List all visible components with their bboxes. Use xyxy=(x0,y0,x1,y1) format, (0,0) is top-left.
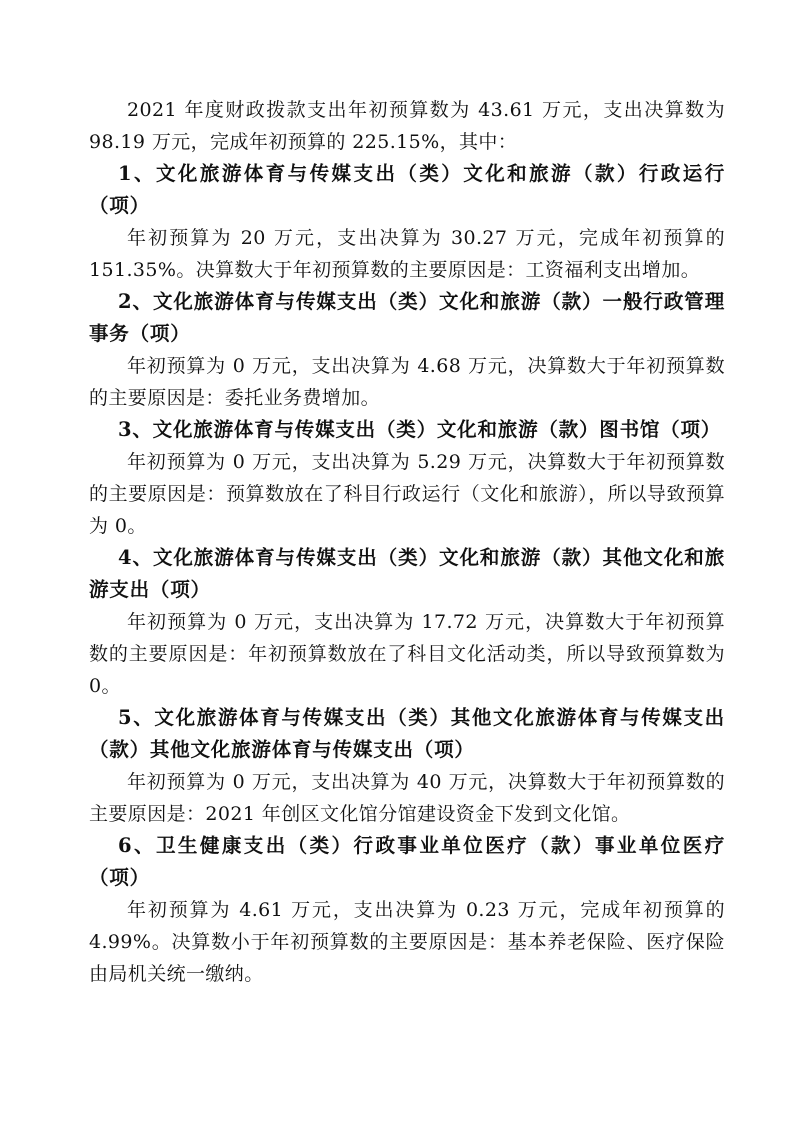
section-3-heading: 3、文化旅游体育与传媒支出（类）文化和旅游（款）图书馆（项） xyxy=(118,418,722,441)
section-3-body: 年初预算为 0 万元，支出决算为 5.29 万元，决算数大于年初预算数的主要原因是：预算数放在了科目行政运行（文化和旅游），所以导致预算为 0。 xyxy=(89,451,725,537)
section-1-heading: 1、文化旅游体育与传媒支出（类）文化和旅游（款）行政运行（项） xyxy=(89,162,725,217)
section-2-body: 年初预算为 0 万元，支出决算为 4.68 万元，决算数大于年初预算数的主要原因是：委托业务费增加。 xyxy=(89,355,725,409)
section-4-heading: 4、文化旅游体育与传媒支出（类）文化和旅游（款）其他文化和旅游支出（项） xyxy=(89,546,725,601)
section-5-body: 年初预算为 0 万元，支出决算为 40 万元，决算数大于年初预算数的主要原因是：2021 年创区文化馆分馆建设资金下发到文化馆。 xyxy=(89,771,725,825)
section-1 xyxy=(89,158,725,286)
document-page xyxy=(89,94,725,990)
intro-paragraph: 2021 年度财政拨款支出年初预算数为 43.61 万元，支出决算数为 98.19 万元，完成年初预算的 225.15%，其中： xyxy=(89,99,725,153)
section-6-heading: 6、卫生健康支出（类）行政事业单位医疗（款）事业单位医疗（项） xyxy=(89,834,725,889)
section-6-body: 年初预算为 4.61 万元，支出决算为 0.23 万元，完成年初预算的 4.99%。决算数小于年初预算数的主要原因是：基本养老保险、医疗保险由局机关统一缴纳。 xyxy=(89,899,725,985)
section-6 xyxy=(89,830,725,990)
section-4 xyxy=(89,542,725,702)
section-5 xyxy=(89,702,725,830)
section-2-heading: 2、文化旅游体育与传媒支出（类）文化和旅游（款）一般行政管理事务（项） xyxy=(89,290,725,345)
section-2 xyxy=(89,286,725,414)
section-3 xyxy=(89,414,725,542)
section-5-heading: 5、文化旅游体育与传媒支出（类）其他文化旅游体育与传媒支出（款）其他文化旅游体育与传媒支出（项） xyxy=(89,706,725,761)
section-4-body: 年初预算为 0 万元，支出决算为 17.72 万元，决算数大于年初预算数的主要原因是：年初预算数放在了科目文化活动类，所以导致预算数为 0。 xyxy=(89,611,725,697)
section-1-body: 年初预算为 20 万元，支出决算为 30.27 万元，完成年初预算的 151.35%。决算数大于年初预算数的主要原因是：工资福利支出增加。 xyxy=(89,227,725,281)
